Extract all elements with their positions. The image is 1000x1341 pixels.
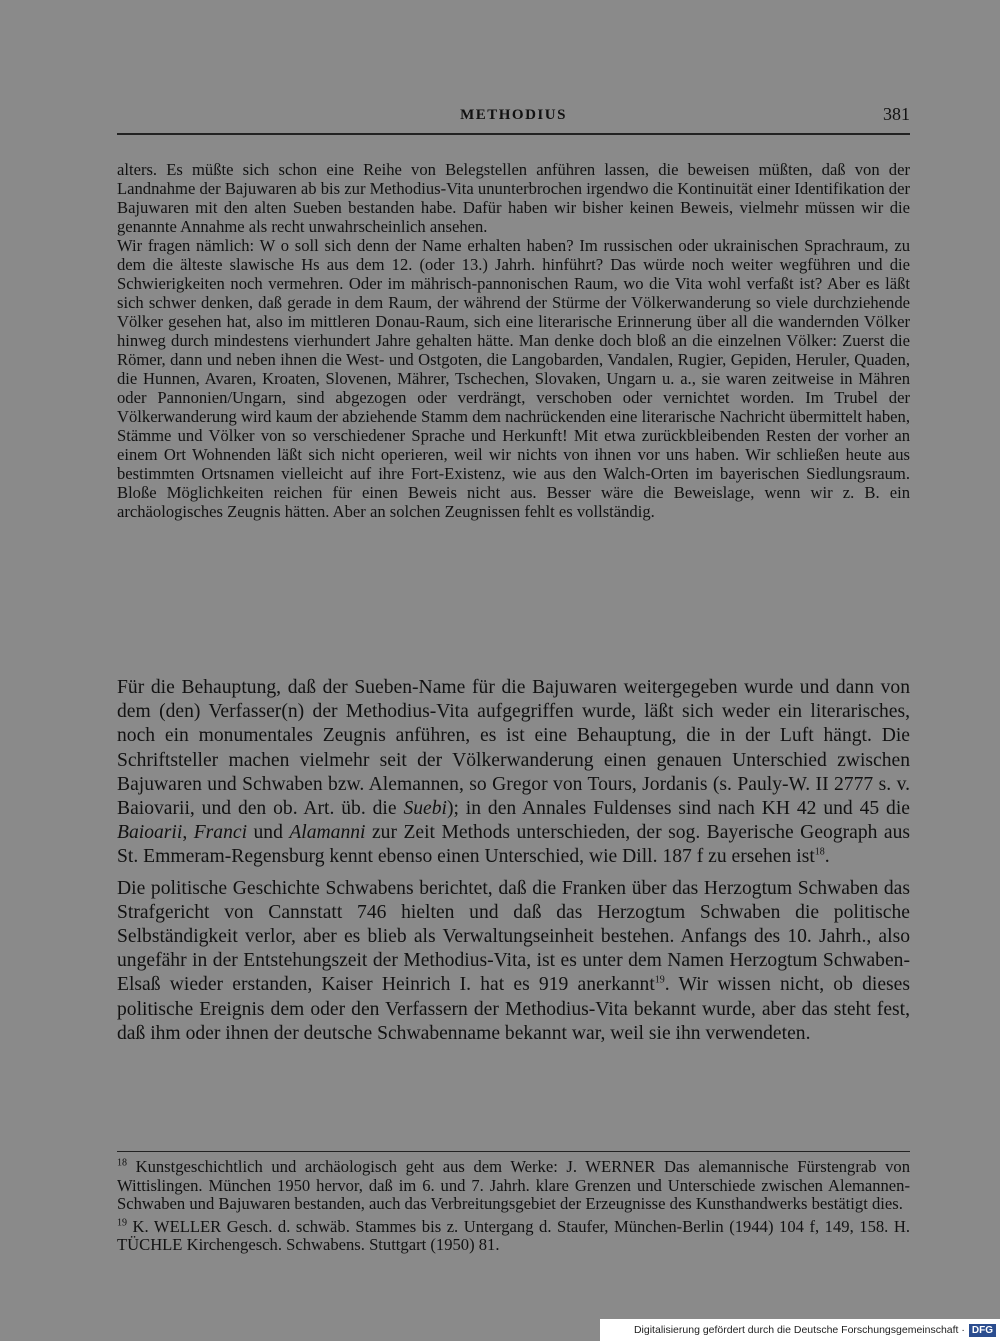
quoted-passage [117,160,910,521]
footnote-ref[interactable]: 19 [654,974,665,986]
running-title: METHODIUS [460,107,567,123]
digitization-credit [600,1319,1000,1341]
page-number: 381 [883,104,910,124]
term-alamanni: Alamanni [289,822,366,844]
term-franci: Franci [193,822,248,844]
credit-text: Digitalisierung gefördert durch die Deutsche Forschungsgemeinschaft · [633,1324,965,1336]
term-baioarii: Baioarii [117,822,183,844]
footnote: $^{18}$ Kunstgeschichtlich und archäologisch geht aus dem Werke: J. WERNER Das alemannische Fürstengrab von Wittislingen. München 1950 hervor, daß im 6. und 7. Jahrh. klare Grenzen und Unterschiede zwischen Alemannen-Schwaben und Bajuwaren bestanden, auch das Verbreitungsgebiet der Erzeugnisse des Kunsthandwerks bestätigt dies. [117,1157,910,1214]
quote-paragraph: alters. Es müßte sich schon eine Reihe von Belegstellen anführen lassen, die beweisen müßten, daß von der Landnahme der Bajuwaren ab bis zur Methodius-Vita ununterbrochen irgendwo die Kontinuität einer Identifikation der Bajuwaren mit den alten Sueben bestanden habe. Dafür haben wir bisher keinen Beweis, vielmehr müssen wir die genannte Annahme als recht unwahrscheinlich ansehen. [117,160,910,236]
page-header [117,103,910,135]
footnotes [117,1151,910,1259]
footnote-mark: 18 [117,1157,127,1169]
term-suebi: Suebi [403,798,447,820]
body-paragraph: Für die Behauptung, daß der Sueben-Name für die Bajuwaren weitergegeben wurde und dann von dem (den) Verfasser(n) der Methodius-Vita aufgegriffen wurde, läßt sich weder ein literarisches, noch ein monumentales Zeugnis anführen, es ist eine Behauptung, die in der Luft hängt. Die Schriftsteller machen vielmehr seit der Völkerwanderung einen genauen Unterschied zwischen Bajuwaren und Schwaben bzw. Alemannen, so Gregor von Tours, Jordanis (s. Pauly-W. II 2777 s. v. Baiovarii, und den ob. Art. üb. die Suebi); in den Annales Fuldenses sind nach KH 42 und 45 die Baioarii, Franci und Alamanni zur Zeit Methods unterschieden, der sog. Bayerische Geograph aus St. Emmeram-Regensburg kennt ebenso einen Unterschied, wie Dill. 187 f zu ersehen ist$^{18}$. [117,677,911,868]
footnote-ref[interactable]: 18 [814,846,825,858]
quote-paragraph: Wir fragen nämlich: W o soll sich denn der Name erhalten haben? Im russischen oder ukrainischen Sprachraum, zu dem die älteste slawische Hs aus dem 12. (oder 13.) Jahrh. hinführt? Das würde noch weiter wegführen und die Schwierigkeiten noch vermehren. Oder im mährisch-pannonischen Raum, wo die Vita wohl verfaßt ist? Aber es läßt sich schwer denken, daß gerade in dem Raum, der während der Stürme der Völkerwanderung so viele durchziehende Völker gesehen hat, also im mittleren Donau-Raum, sich eine literarische Erinnerung über all die wandernden Völker hinweg durch mindestens vierhundert Jahre gehalten hätte. Man denke doch bloß an die einzelnen Völker: Zuerst die Römer, dann und neben ihnen die West- und Ostgoten, die Langobarden, Vandalen, Rugier, Gepiden, Heruler, Quaden, die Hunnen, Avaren, Kroaten, Slovenen, Mährer, Tschechen, Slovaken, Ungarn u. a., sie waren zeitweise in Mähren oder Pannonien/Ungarn, sind abgezogen oder verdrängt, verschoben oder vernichtet worden. Im Trubel der Völkerwanderung wird kaum der abziehende Stamm dem nachrückenden eine literarische Nachricht übermittelt haben, Stämme und Völker von so verschiedener Sprache und Herkunft! Mit etwa zurückbleibenden Resten der vorher an einem Ort Wohnenden läßt sich nicht operieren, weil wir nichts von ihnen vor uns haben. Wir schließen heute aus bestimmten Ortsnamen vielleicht auf ihre Fort-Existenz, wie aus den Walch-Orten im bayerischen Siedlungsraum. Bloße Möglichkeiten reichen für einen Beweis nicht aus. Besser wäre die Beweislage, wenn wir z. B. ein archäologisches Zeugnis hätten. Aber an solchen Zeugnissen fehlt es vollständig. [117,236,910,521]
body-text [117,676,910,1053]
footnote-mark: 19 [117,1217,127,1229]
footnote: $^{19}$ K. WELLER Gesch. d. schwäb. Stammes bis z. Untergang d. Staufer, München-Berlin (1944) 104 f, 149, 158. H. TÜCHLE Kirchengesch. Schwabens. Stuttgart (1950) 81. [117,1216,910,1255]
body-paragraph: Die politische Geschichte Schwabens berichtet, daß die Franken über das Herzogtum Schwaben das Strafgericht von Cannstatt 746 hielten und daß das Herzogtum Schwaben die politische Selbständigkeit verlor, aber es blieb als Verwaltungseinheit bestehen. Anfangs des 10. Jahrh., also ungefähr in der Entstehungszeit der Methodius-Vita, ist es unter dem Namen Herzogtum Schwaben-Elsaß wieder erstanden, Kaiser Heinrich I. hat es 919 anerkannt$^{19}$. Wir wissen nicht, ob dieses politische Ereignis dem oder den Verfassern der Methodius-Vita bekannt wurde, aber das steht fest, daß ihm oder ihnen der deutsche Schwabenname bekannt war, weil sie ihn verwendeten. [117,877,911,1044]
dfg-logo: DFG [969,1324,996,1337]
